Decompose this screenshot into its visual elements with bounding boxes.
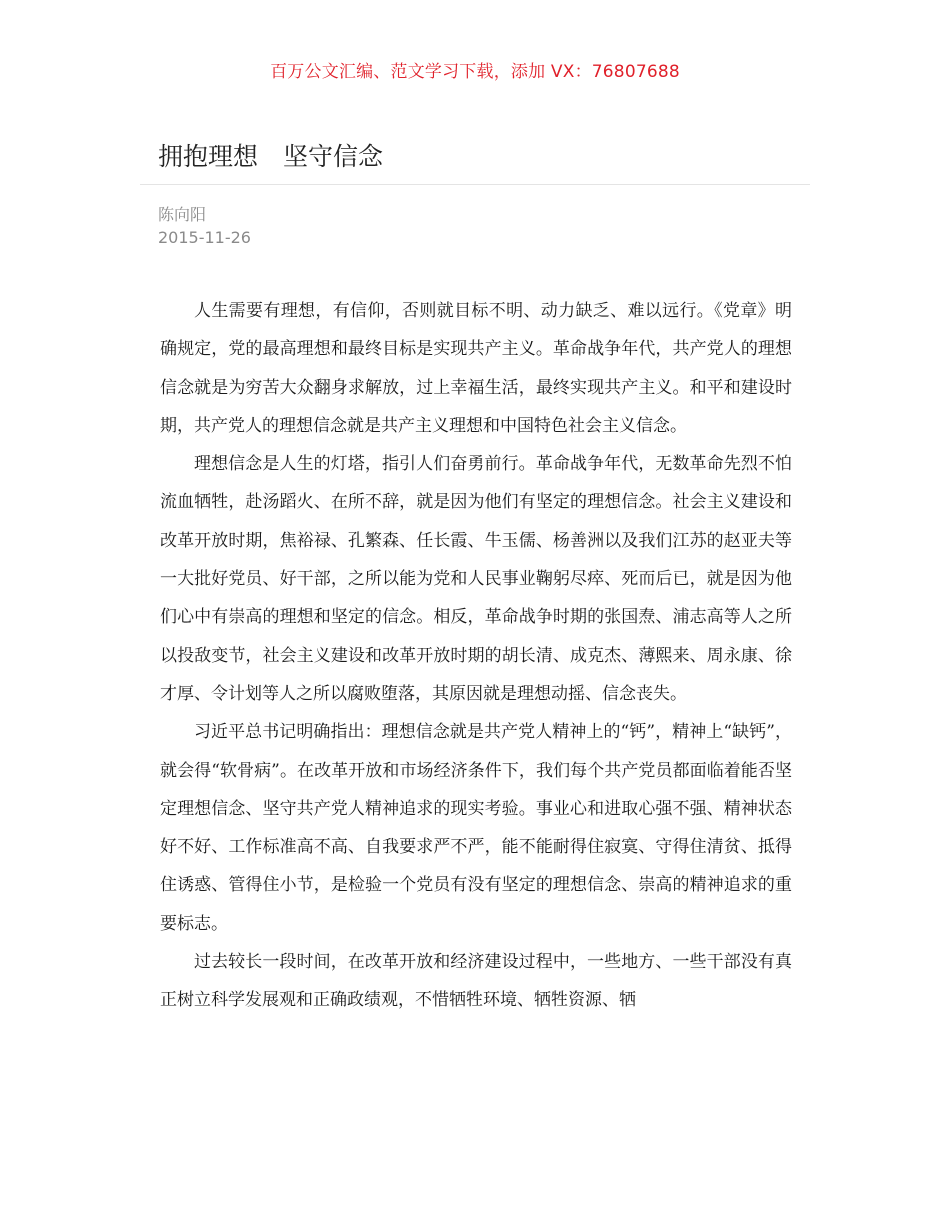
article-date: 2015-11-26 <box>158 228 251 247</box>
paragraph: 理想信念是人生的灯塔，指引人们奋勇前行。革命战争年代，无数革命先烈不怕流血牺牲，赴汤蹈火、在所不辞，就是因为他们有坚定的理想信念。社会主义建设和改革开放时期，焦裕禄、孔繁森、任长霞、牛玉儒、杨善洲以及我们江苏的赵亚夫等一大批好党员、好干部，之所以能为党和人民事业鞠躬尽瘁、死而后已，就是因为他们心中有崇高的理想和坚定的信念。相反，革命战争时期的张国焘、浦志高等人之所以投敌变节，社会主义建设和改革开放时期的胡长清、成克杰、薄熙来、周永康、徐才厚、令计划等人之所以腐败堕落，其原因就是理想动摇、信念丧失。 <box>160 454 792 704</box>
paragraph: 人生需要有理想，有信仰，否则就目标不明、动力缺乏、难以远行。《党章》明确规定，党的最高理想和最终目标是实现共产主义。革命战争年代，共产党人的理想信念就是为穷苦大众翻身求解放，过上幸福生活，最终实现共产主义。和平和建设时期，共产党人的理想信念就是共产主义理想和中国特色社会主义信念。 <box>160 301 792 436</box>
title-divider <box>140 184 810 185</box>
article-title: 拥抱理想 坚守信念 <box>158 142 384 171</box>
promo-banner: 百万公文汇编、范文学习下载，添加 VX：76807688 <box>270 62 680 82</box>
paragraph: 习近平总书记明确指出：理想信念就是共产党人精神上的“钙”，精神上“缺钙”，就会得“软骨病”。在改革开放和市场经济条件下，我们每个共产党员都面临着能否坚定理想信念、坚守共产党人精神追求的现实考验。事业心和进取心强不强、精神状态好不好、工作标准高不高、自我要求严不严，能不能耐得住寂寞、守得住清贫、抵得住诱惑、管得住小节，是检验一个党员有没有坚定的理想信念、崇高的精神追求的重要标志。 <box>160 722 792 934</box>
article-author: 陈向阳 <box>158 205 207 224</box>
paragraph: 过去较长一段时间，在改革开放和经济建设过程中，一些地方、一些干部没有真正树立科学发展观和正确政绩观，不惜牺牲环境、牺牲资源、牺 <box>160 952 792 1011</box>
article-body <box>160 292 792 1020</box>
